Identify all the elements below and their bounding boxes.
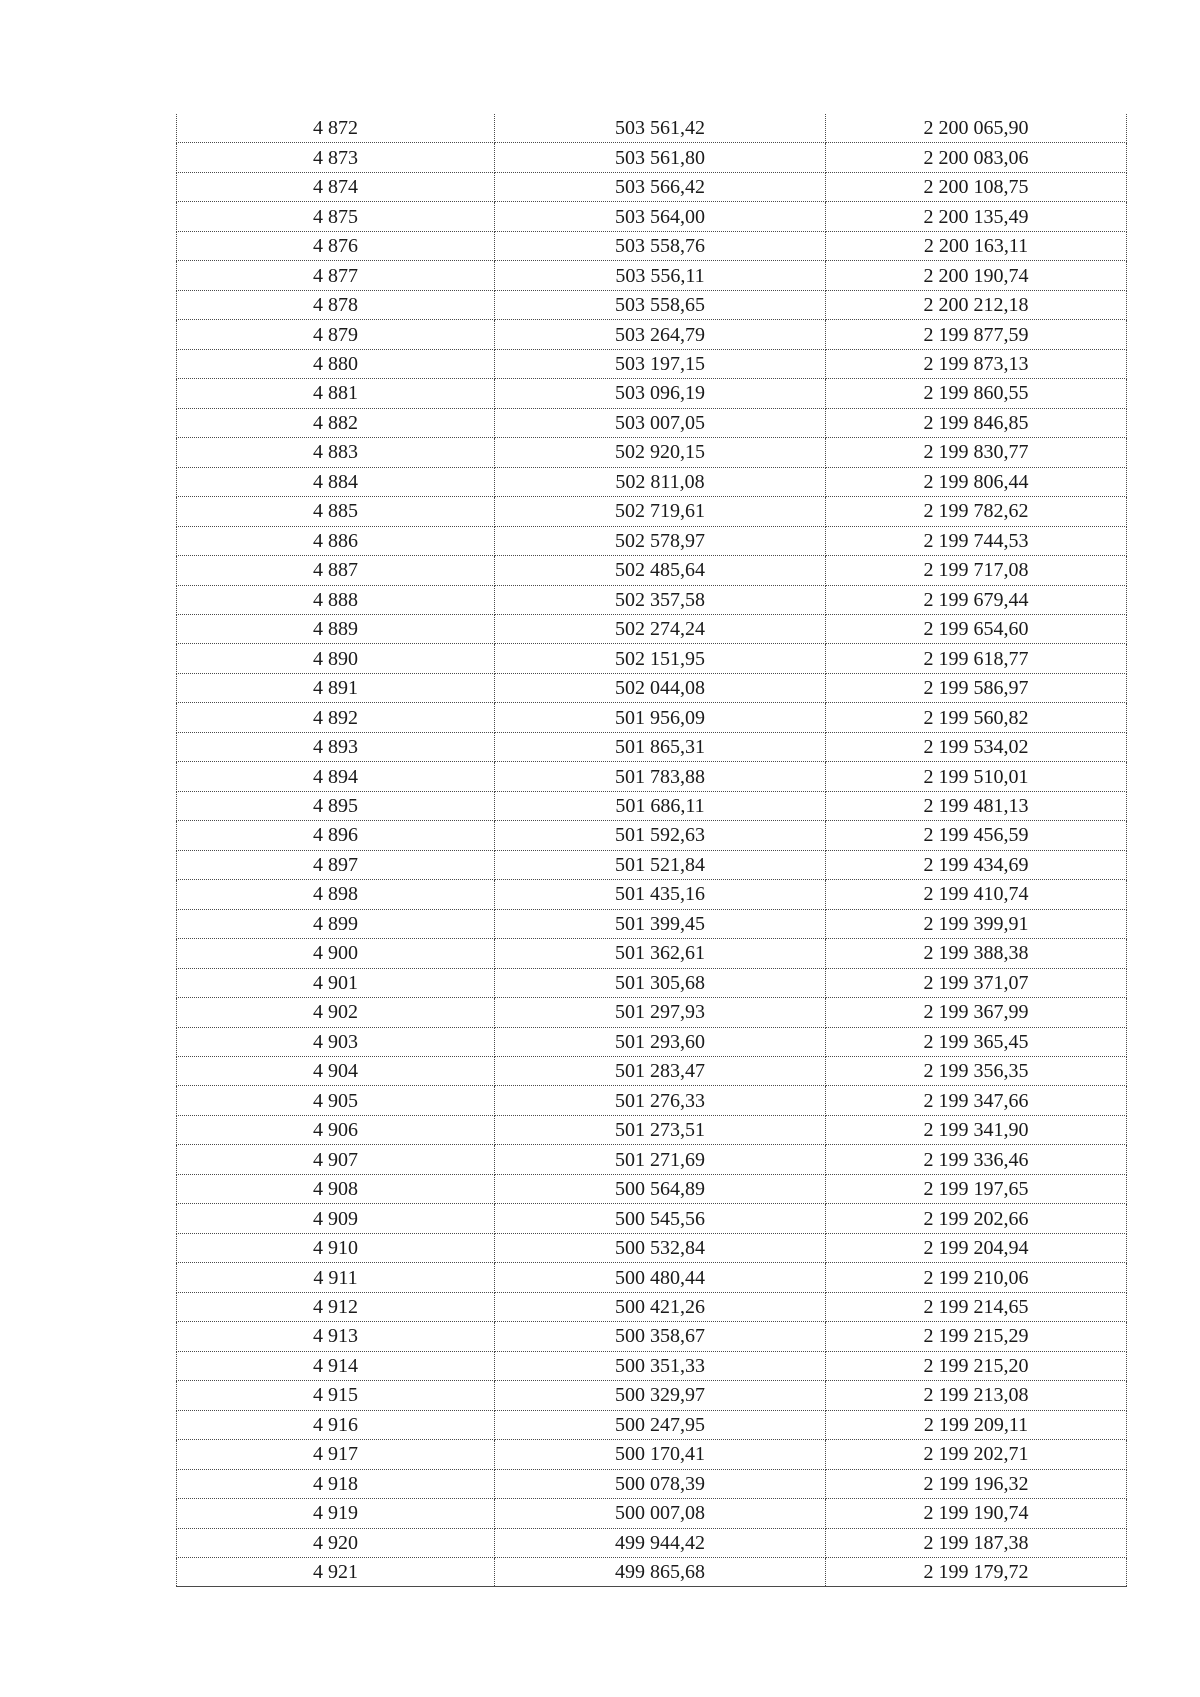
table-row [177, 998, 1127, 1027]
x-coordinate-cell: 500 532,84 [495, 1233, 826, 1262]
table-row [177, 1469, 1127, 1498]
point-number-cell: 4 878 [177, 290, 495, 319]
point-number-cell: 4 872 [177, 114, 495, 143]
x-coordinate-cell: 501 283,47 [495, 1057, 826, 1086]
point-number-cell: 4 917 [177, 1440, 495, 1469]
x-coordinate-cell: 501 686,11 [495, 791, 826, 820]
x-coordinate-cell: 499 944,42 [495, 1528, 826, 1557]
point-number-cell: 4 892 [177, 703, 495, 732]
y-coordinate-cell: 2 199 179,72 [826, 1557, 1127, 1586]
point-number-cell: 4 901 [177, 968, 495, 997]
x-coordinate-cell: 500 564,89 [495, 1174, 826, 1203]
table-row [177, 556, 1127, 585]
x-coordinate-cell: 503 556,11 [495, 261, 826, 290]
y-coordinate-cell: 2 200 163,11 [826, 231, 1127, 260]
y-coordinate-cell: 2 199 510,01 [826, 762, 1127, 791]
table-row [177, 1086, 1127, 1115]
y-coordinate-cell: 2 199 830,77 [826, 438, 1127, 467]
x-coordinate-cell: 501 305,68 [495, 968, 826, 997]
point-number-cell: 4 910 [177, 1233, 495, 1262]
table-row [177, 1381, 1127, 1410]
table-row [177, 1351, 1127, 1380]
y-coordinate-cell: 2 199 187,38 [826, 1528, 1127, 1557]
point-number-cell: 4 884 [177, 467, 495, 496]
y-coordinate-cell: 2 199 347,66 [826, 1086, 1127, 1115]
x-coordinate-cell: 500 007,08 [495, 1499, 826, 1528]
y-coordinate-cell: 2 200 083,06 [826, 143, 1127, 172]
point-number-cell: 4 893 [177, 732, 495, 761]
table-row [177, 762, 1127, 791]
point-number-cell: 4 911 [177, 1263, 495, 1292]
point-number-cell: 4 895 [177, 791, 495, 820]
y-coordinate-cell: 2 199 679,44 [826, 585, 1127, 614]
x-coordinate-cell: 503 564,00 [495, 202, 826, 231]
y-coordinate-cell: 2 199 202,66 [826, 1204, 1127, 1233]
x-coordinate-cell: 500 358,67 [495, 1322, 826, 1351]
table-row [177, 526, 1127, 555]
point-number-cell: 4 899 [177, 909, 495, 938]
point-number-cell: 4 904 [177, 1057, 495, 1086]
point-number-cell: 4 902 [177, 998, 495, 1027]
table-row [177, 408, 1127, 437]
y-coordinate-cell: 2 199 204,94 [826, 1233, 1127, 1262]
x-coordinate-cell: 503 561,42 [495, 114, 826, 143]
table-row [177, 673, 1127, 702]
x-coordinate-cell: 503 197,15 [495, 349, 826, 378]
point-number-cell: 4 889 [177, 614, 495, 643]
point-number-cell: 4 914 [177, 1351, 495, 1380]
y-coordinate-cell: 2 199 560,82 [826, 703, 1127, 732]
table-row [177, 968, 1127, 997]
x-coordinate-cell: 500 545,56 [495, 1204, 826, 1233]
table-row [177, 1263, 1127, 1292]
table-row [177, 791, 1127, 820]
point-number-cell: 4 877 [177, 261, 495, 290]
y-coordinate-cell: 2 199 367,99 [826, 998, 1127, 1027]
point-number-cell: 4 890 [177, 644, 495, 673]
point-number-cell: 4 876 [177, 231, 495, 260]
point-number-cell: 4 920 [177, 1528, 495, 1557]
table-row [177, 1115, 1127, 1144]
table-row [177, 1528, 1127, 1557]
table-row [177, 467, 1127, 496]
table-row [177, 703, 1127, 732]
x-coordinate-cell: 500 351,33 [495, 1351, 826, 1380]
table-row [177, 939, 1127, 968]
x-coordinate-cell: 502 920,15 [495, 438, 826, 467]
table-row [177, 349, 1127, 378]
y-coordinate-cell: 2 199 197,65 [826, 1174, 1127, 1203]
point-number-cell: 4 918 [177, 1469, 495, 1498]
x-coordinate-cell: 502 485,64 [495, 556, 826, 585]
x-coordinate-cell: 502 274,24 [495, 614, 826, 643]
y-coordinate-cell: 2 199 618,77 [826, 644, 1127, 673]
y-coordinate-cell: 2 199 365,45 [826, 1027, 1127, 1056]
point-number-cell: 4 908 [177, 1174, 495, 1203]
table-row [177, 821, 1127, 850]
x-coordinate-cell: 499 865,68 [495, 1557, 826, 1586]
y-coordinate-cell: 2 199 481,13 [826, 791, 1127, 820]
x-coordinate-cell: 501 865,31 [495, 732, 826, 761]
y-coordinate-cell: 2 200 212,18 [826, 290, 1127, 319]
point-number-cell: 4 881 [177, 379, 495, 408]
y-coordinate-cell: 2 200 135,49 [826, 202, 1127, 231]
table-row [177, 1233, 1127, 1262]
y-coordinate-cell: 2 199 388,38 [826, 939, 1127, 968]
table-row [177, 1057, 1127, 1086]
table-row [177, 114, 1127, 143]
y-coordinate-cell: 2 200 190,74 [826, 261, 1127, 290]
point-number-cell: 4 898 [177, 880, 495, 909]
x-coordinate-cell: 500 170,41 [495, 1440, 826, 1469]
table-row [177, 1204, 1127, 1233]
table-row [177, 1292, 1127, 1321]
point-number-cell: 4 888 [177, 585, 495, 614]
point-number-cell: 4 880 [177, 349, 495, 378]
table-row [177, 880, 1127, 909]
table-row [177, 1322, 1127, 1351]
table-row [177, 143, 1127, 172]
table-row [177, 1174, 1127, 1203]
point-number-cell: 4 909 [177, 1204, 495, 1233]
x-coordinate-cell: 500 480,44 [495, 1263, 826, 1292]
coordinates-table [176, 114, 1127, 1587]
point-number-cell: 4 912 [177, 1292, 495, 1321]
table-row [177, 850, 1127, 879]
table-row [177, 261, 1127, 290]
point-number-cell: 4 896 [177, 821, 495, 850]
point-number-cell: 4 886 [177, 526, 495, 555]
y-coordinate-cell: 2 199 456,59 [826, 821, 1127, 850]
point-number-cell: 4 885 [177, 497, 495, 526]
point-number-cell: 4 913 [177, 1322, 495, 1351]
x-coordinate-cell: 503 558,76 [495, 231, 826, 260]
x-coordinate-cell: 501 276,33 [495, 1086, 826, 1115]
x-coordinate-cell: 501 362,61 [495, 939, 826, 968]
x-coordinate-cell: 500 247,95 [495, 1410, 826, 1439]
y-coordinate-cell: 2 199 399,91 [826, 909, 1127, 938]
y-coordinate-cell: 2 199 215,20 [826, 1351, 1127, 1380]
x-coordinate-cell: 503 566,42 [495, 172, 826, 201]
x-coordinate-cell: 503 096,19 [495, 379, 826, 408]
table-row [177, 644, 1127, 673]
table-row [177, 1557, 1127, 1586]
y-coordinate-cell: 2 199 196,32 [826, 1469, 1127, 1498]
table-row [177, 1027, 1127, 1056]
table-row [177, 585, 1127, 614]
point-number-cell: 4 903 [177, 1027, 495, 1056]
point-number-cell: 4 921 [177, 1557, 495, 1586]
y-coordinate-cell: 2 199 209,11 [826, 1410, 1127, 1439]
point-number-cell: 4 883 [177, 438, 495, 467]
table-row [177, 172, 1127, 201]
y-coordinate-cell: 2 199 210,06 [826, 1263, 1127, 1292]
y-coordinate-cell: 2 199 213,08 [826, 1381, 1127, 1410]
table-row [177, 438, 1127, 467]
point-number-cell: 4 916 [177, 1410, 495, 1439]
point-number-cell: 4 879 [177, 320, 495, 349]
table-row [177, 379, 1127, 408]
point-number-cell: 4 919 [177, 1499, 495, 1528]
y-coordinate-cell: 2 199 215,29 [826, 1322, 1127, 1351]
table-row [177, 290, 1127, 319]
table-row [177, 614, 1127, 643]
y-coordinate-cell: 2 199 371,07 [826, 968, 1127, 997]
x-coordinate-cell: 502 719,61 [495, 497, 826, 526]
y-coordinate-cell: 2 199 873,13 [826, 349, 1127, 378]
x-coordinate-cell: 501 435,16 [495, 880, 826, 909]
table-row [177, 320, 1127, 349]
table-row [177, 231, 1127, 260]
point-number-cell: 4 900 [177, 939, 495, 968]
point-number-cell: 4 887 [177, 556, 495, 585]
x-coordinate-cell: 501 293,60 [495, 1027, 826, 1056]
x-coordinate-cell: 501 592,63 [495, 821, 826, 850]
table-row [177, 202, 1127, 231]
point-number-cell: 4 875 [177, 202, 495, 231]
x-coordinate-cell: 502 044,08 [495, 673, 826, 702]
table-row [177, 1410, 1127, 1439]
point-number-cell: 4 891 [177, 673, 495, 702]
point-number-cell: 4 882 [177, 408, 495, 437]
table-row [177, 1499, 1127, 1528]
y-coordinate-cell: 2 199 190,74 [826, 1499, 1127, 1528]
table-row [177, 732, 1127, 761]
x-coordinate-cell: 502 578,97 [495, 526, 826, 555]
x-coordinate-cell: 503 558,65 [495, 290, 826, 319]
x-coordinate-cell: 501 956,09 [495, 703, 826, 732]
x-coordinate-cell: 500 078,39 [495, 1469, 826, 1498]
y-coordinate-cell: 2 199 744,53 [826, 526, 1127, 555]
y-coordinate-cell: 2 199 202,71 [826, 1440, 1127, 1469]
y-coordinate-cell: 2 199 410,74 [826, 880, 1127, 909]
point-number-cell: 4 873 [177, 143, 495, 172]
y-coordinate-cell: 2 199 654,60 [826, 614, 1127, 643]
y-coordinate-cell: 2 199 356,35 [826, 1057, 1127, 1086]
x-coordinate-cell: 500 329,97 [495, 1381, 826, 1410]
point-number-cell: 4 905 [177, 1086, 495, 1115]
y-coordinate-cell: 2 199 214,65 [826, 1292, 1127, 1321]
table-row [177, 497, 1127, 526]
y-coordinate-cell: 2 199 336,46 [826, 1145, 1127, 1174]
x-coordinate-cell: 501 521,84 [495, 850, 826, 879]
y-coordinate-cell: 2 199 434,69 [826, 850, 1127, 879]
y-coordinate-cell: 2 199 846,85 [826, 408, 1127, 437]
y-coordinate-cell: 2 200 108,75 [826, 172, 1127, 201]
y-coordinate-cell: 2 199 877,59 [826, 320, 1127, 349]
x-coordinate-cell: 503 264,79 [495, 320, 826, 349]
x-coordinate-cell: 501 399,45 [495, 909, 826, 938]
table-row [177, 909, 1127, 938]
x-coordinate-cell: 500 421,26 [495, 1292, 826, 1321]
y-coordinate-cell: 2 199 341,90 [826, 1115, 1127, 1144]
x-coordinate-cell: 502 811,08 [495, 467, 826, 496]
point-number-cell: 4 906 [177, 1115, 495, 1144]
y-coordinate-cell: 2 199 534,02 [826, 732, 1127, 761]
x-coordinate-cell: 501 297,93 [495, 998, 826, 1027]
x-coordinate-cell: 503 561,80 [495, 143, 826, 172]
y-coordinate-cell: 2 199 782,62 [826, 497, 1127, 526]
x-coordinate-cell: 501 273,51 [495, 1115, 826, 1144]
point-number-cell: 4 894 [177, 762, 495, 791]
y-coordinate-cell: 2 199 860,55 [826, 379, 1127, 408]
coordinates-table-body [177, 114, 1127, 1587]
point-number-cell: 4 897 [177, 850, 495, 879]
x-coordinate-cell: 502 357,58 [495, 585, 826, 614]
y-coordinate-cell: 2 199 806,44 [826, 467, 1127, 496]
y-coordinate-cell: 2 199 586,97 [826, 673, 1127, 702]
x-coordinate-cell: 501 271,69 [495, 1145, 826, 1174]
point-number-cell: 4 907 [177, 1145, 495, 1174]
y-coordinate-cell: 2 200 065,90 [826, 114, 1127, 143]
point-number-cell: 4 915 [177, 1381, 495, 1410]
table-row [177, 1440, 1127, 1469]
y-coordinate-cell: 2 199 717,08 [826, 556, 1127, 585]
point-number-cell: 4 874 [177, 172, 495, 201]
x-coordinate-cell: 502 151,95 [495, 644, 826, 673]
x-coordinate-cell: 501 783,88 [495, 762, 826, 791]
x-coordinate-cell: 503 007,05 [495, 408, 826, 437]
table-row [177, 1145, 1127, 1174]
